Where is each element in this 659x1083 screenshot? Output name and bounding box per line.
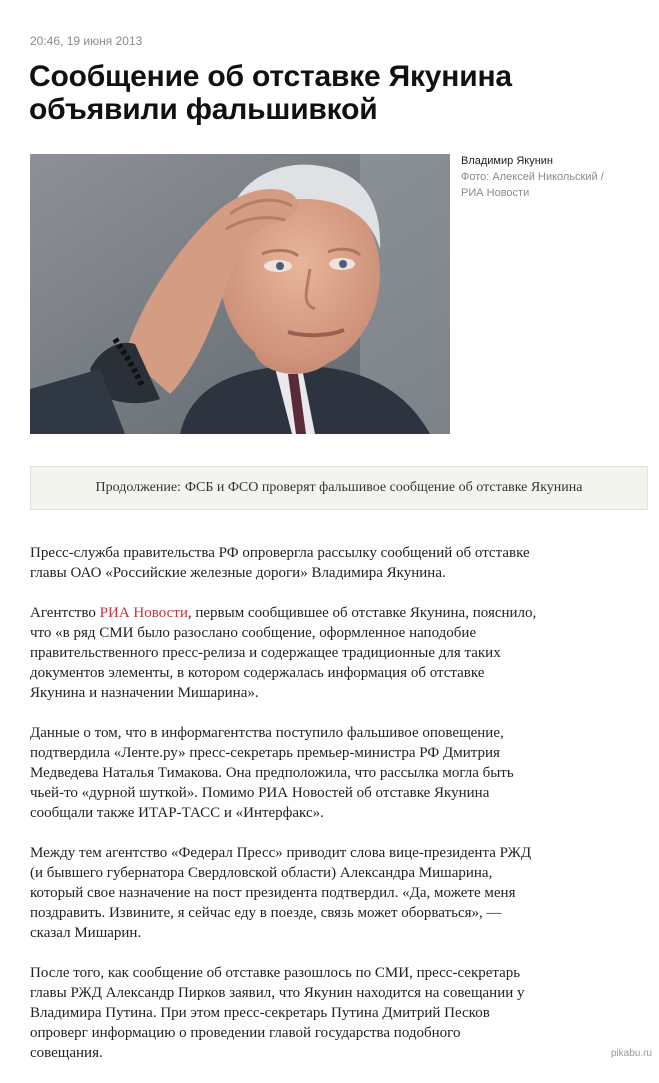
paragraph-4 xyxy=(30,843,642,943)
portrait-illustration xyxy=(30,154,450,434)
paragraph-5-line-1: После того, как сообщение об отставке разошлось по СМИ, пресс-секретарь xyxy=(30,965,521,981)
paragraph-4-line-2: (и бывшего губернатора Свердловской области) Александра Мишарина, xyxy=(30,865,493,881)
paragraph-2 xyxy=(30,603,642,703)
caption-credit-line-2: РИА Новости xyxy=(461,187,530,199)
paragraph-1-line-2: главы ОАО «Российские железные дороги» Владимира Якунина. xyxy=(30,565,446,581)
paragraph-1-line-1: Пресс-служба правительства РФ опровергла рассылку сообщений об отставке xyxy=(30,545,530,561)
article-headline xyxy=(29,60,639,126)
headline-line-1: Сообщение об отставке Якунина xyxy=(29,60,512,93)
related-article-link[interactable]: ФСБ и ФСО проверят фальшивое сообщение об отставке Якунина xyxy=(184,480,583,495)
paragraph-2-line-1-rest: , первым сообщившее об отставке Якунина, пояснило, xyxy=(187,605,537,621)
paragraph-2-lead: Агентство xyxy=(30,605,100,621)
paragraph-4-line-4: поздравить. Извините, я сейчас еду в поезде, связь может оборваться», — xyxy=(30,905,502,921)
caption-person-name: Владимир Якунин xyxy=(461,155,553,167)
paragraph-4-line-5: сказал Мишарин. xyxy=(30,925,142,941)
paragraph-2-line-2: что «в ряд СМИ было разослано сообщение, оформленное наподобие xyxy=(30,625,477,641)
paragraph-3-line-5: сообщали также ИТАР-ТАСС и «Интерфакс». xyxy=(30,805,324,821)
paragraph-2-line-4: документов элементы, в котором содержалась информация об отставке xyxy=(30,665,485,681)
paragraph-5-line-3: Владимира Путина. При этом пресс-секретарь Путина Дмитрий Песков xyxy=(30,1005,490,1021)
paragraph-1 xyxy=(30,543,642,583)
photo-caption xyxy=(461,153,651,201)
ria-novosti-link[interactable]: РИА Новости xyxy=(99,605,188,621)
paragraph-5 xyxy=(30,963,642,1063)
related-article-box[interactable] xyxy=(30,466,648,510)
pikabu-watermark: pikabu.ru xyxy=(610,1048,652,1059)
caption-credit-line-1: Фото: Алексей Никольский / xyxy=(461,171,604,183)
paragraph-5-line-2: главы РЖД Александр Пирков заявил, что Якунин находится на совещании у xyxy=(30,985,525,1001)
paragraph-4-line-3: который свое назначение на пост президента подтвердил. «Да, можете меня xyxy=(30,885,516,901)
article-body xyxy=(30,543,642,1083)
paragraph-3-line-1: Данные о том, что в информагентства поступило фальшивое оповещение, xyxy=(30,725,504,741)
paragraph-3-line-4: чьей-то «дурной шуткой». Помимо РИА Новостей об отставке Якунина xyxy=(30,785,490,801)
article-photo xyxy=(30,154,450,434)
paragraph-2-line-5: Якунина и назначении Мишарина». xyxy=(30,685,259,701)
headline-line-2: объявили фальшивкой xyxy=(29,93,378,126)
paragraph-5-line-4: опроверг информацию о проведении главой государства подобного xyxy=(30,1025,461,1041)
paragraph-4-line-1: Между тем агентство «Федерал Пресс» приводит слова вице-президента РЖД xyxy=(30,845,532,861)
paragraph-3-line-3: Медведева Наталья Тимакова. Она предположила, что рассылка могла быть xyxy=(30,765,514,781)
paragraph-5-line-5: совещания. xyxy=(30,1045,103,1061)
related-prefix: Продолжение: xyxy=(95,480,181,495)
paragraph-3 xyxy=(30,723,642,823)
paragraph-2-line-3: правительственного пресс-релиза и содержащее традиционные для таких xyxy=(30,645,501,661)
paragraph-3-line-2: подтвердила «Ленте.ру» пресс-секретарь премьер-министра РФ Дмитрия xyxy=(30,745,500,761)
publish-timestamp: 20:46, 19 июня 2013 xyxy=(30,34,143,48)
